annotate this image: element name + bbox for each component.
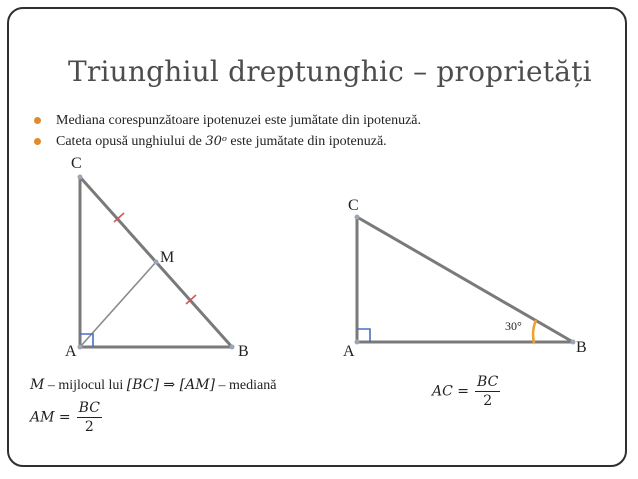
vertex-point-c: [78, 175, 83, 180]
right-side-bc: [357, 217, 573, 342]
median-definition-caption: [30, 377, 276, 394]
ac-formula-denominator: 2: [483, 393, 493, 409]
caption-arrow: ⇒: [158, 377, 180, 393]
am-formula-numerator: BC: [78, 400, 100, 416]
bullet-text-before: Cateta opusă unghiului de: [56, 134, 206, 149]
ac-formula: [432, 373, 500, 410]
angle-label-30: 30°: [505, 319, 522, 333]
right-angle-marker-icon: [357, 329, 370, 342]
caption-am-bracket: [AM]: [179, 377, 215, 393]
vertex-point-a: [355, 340, 360, 345]
vertex-label-a: A: [343, 343, 355, 360]
vertex-label-c: C: [71, 155, 82, 172]
am-formula-denominator: 2: [84, 419, 94, 435]
bullet-text: Mediana corespunzătoare ipotenuzei este jumătate din ipotenuză.: [56, 113, 422, 128]
angle-arc-icon: [533, 320, 536, 343]
vertex-point-b: [571, 340, 576, 345]
left-triangle-figure: [65, 155, 249, 360]
vertex-label-c: C: [348, 197, 359, 214]
vertex-label-m: M: [160, 249, 175, 266]
caption-mid-text: – mijlocul lui: [44, 378, 127, 393]
caption-m: M: [30, 377, 45, 393]
vertex-label-b: B: [576, 339, 587, 356]
slide-title: Triunghiul dreptunghic – proprietăți: [68, 55, 592, 88]
caption-bc-bracket: [BC]: [126, 377, 159, 393]
vertex-point-b: [230, 345, 235, 350]
am-formula-fraction: [77, 399, 102, 436]
ac-formula-lhs: AC =: [432, 383, 470, 400]
am-formula: [30, 399, 102, 436]
vertex-label-b: B: [238, 343, 249, 360]
bullet-angle-math: 30ᵒ: [205, 134, 227, 149]
caption-end-text: – mediană: [215, 378, 277, 393]
vertex-point-a: [78, 345, 83, 350]
ac-formula-numerator: BC: [477, 374, 499, 390]
am-formula-lhs: AM =: [30, 409, 71, 426]
vertex-point-c: [355, 215, 360, 220]
vertex-point-m: [154, 260, 159, 265]
right-triangle-figure: [343, 197, 587, 360]
bullet-text-after: este jumătate din ipotenuză.: [226, 134, 387, 149]
ac-formula-fraction: [475, 373, 500, 410]
vertex-label-a: A: [65, 343, 77, 360]
